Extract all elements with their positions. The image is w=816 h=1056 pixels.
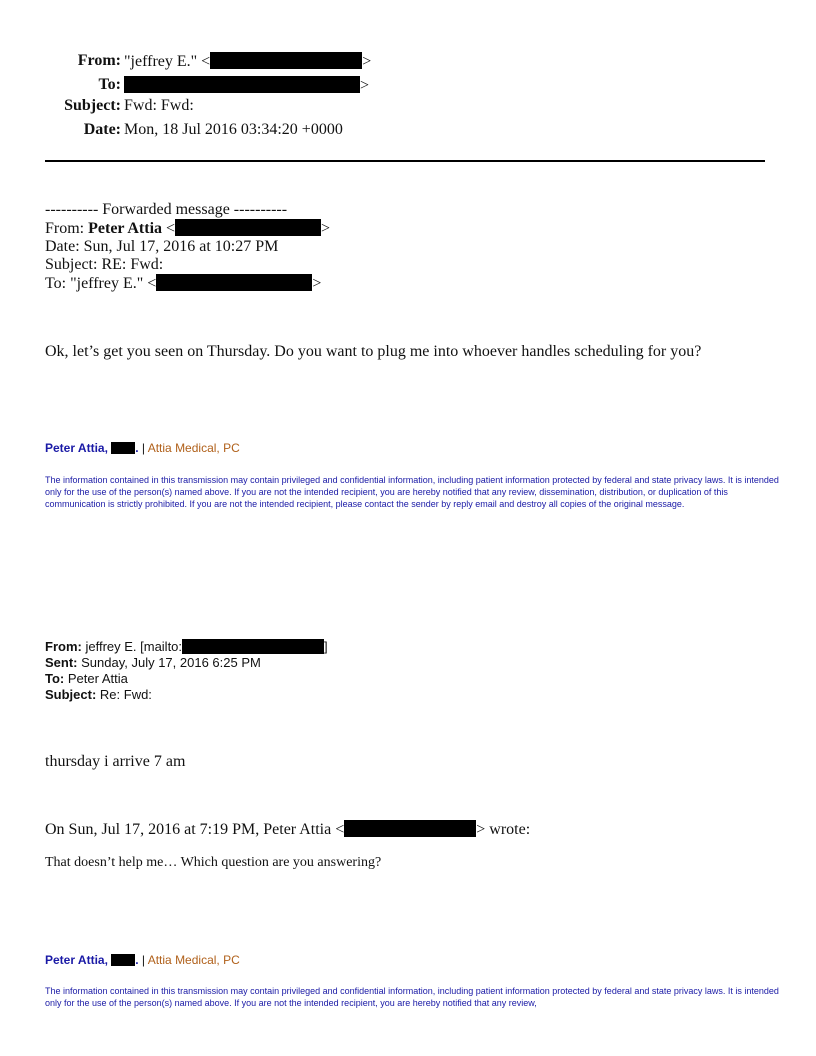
- message-body: Ok, let’s get you seen on Thursday. Do you want to plug me into whoever handles scheduling for you?: [45, 343, 702, 360]
- redaction-block: [156, 274, 312, 291]
- date-value: Mon, 18 Jul 2016 03:34:20 +0000: [124, 121, 343, 138]
- forwarded-divider: ---------- Forwarded message ----------: [45, 201, 288, 218]
- redaction-block: [111, 442, 135, 454]
- redaction-block: [124, 76, 360, 93]
- redaction-block: [210, 52, 362, 69]
- forwarded-date: Date: Sun, Jul 17, 2016 at 10:27 PM: [45, 238, 279, 255]
- signature-name: Peter Attia,: [45, 953, 108, 967]
- reply-body: thursday i arrive 7 am: [45, 753, 186, 770]
- forwarded-subject: Subject: RE: Fwd:: [45, 256, 164, 273]
- forwarded-to: To: "jeffrey E." < >: [45, 275, 322, 292]
- quoted-text: That doesn’t help me… Which question are you answering?: [45, 855, 382, 870]
- reply-to: To: Peter Attia: [45, 671, 128, 686]
- subject-label: Subject:: [64, 97, 121, 114]
- to-label: To:: [98, 76, 121, 93]
- reply-header: [45, 639, 328, 703]
- redaction-block: [182, 639, 324, 654]
- forwarded-message-header: [45, 201, 765, 293]
- subject-value: Fwd: Fwd:: [124, 97, 194, 114]
- confidentiality-disclaimer-truncated: The information contained in this transmission may contain privileged and confidential information, including patient information protected by federal and state privacy laws. It is intended only for the use of the person(s) named above. If you are not the intended recipient, you are hereby notified that any review,: [45, 986, 779, 1008]
- signature-company: Attia Medical, PC: [147, 953, 240, 967]
- signature-company: Attia Medical, PC: [147, 441, 240, 455]
- redaction-block: [111, 954, 135, 966]
- reply-from: From: jeffrey E. [mailto: ]: [45, 639, 328, 654]
- confidentiality-disclaimer: The information contained in this transmission may contain privileged and confidential information, including patient information protected by federal and state privacy laws. It is intended only for the use of the person(s) named above. If you are not the intended recipient, you are hereby notified that any review, dissemination, distribution, or duplication of this communication is strictly prohibited. If you are not the intended recipient, please contact the sender by reply email and destroy all copies of the original message.: [45, 475, 779, 509]
- from-label: From:: [77, 52, 121, 69]
- forwarded-from: From: Peter Attia < >: [45, 220, 331, 237]
- signature: Peter Attia, . | Attia Medical, PC: [45, 441, 240, 455]
- date-label: Date:: [83, 121, 121, 138]
- reply-sent: Sent: Sunday, July 17, 2016 6:25 PM: [45, 655, 261, 670]
- quote-intro: On Sun, Jul 17, 2016 at 7:19 PM, Peter Attia < > wrote:: [45, 821, 531, 838]
- forwarded-from-name: Peter Attia: [88, 220, 163, 237]
- redaction-block: [175, 219, 321, 236]
- signature-name: Peter Attia,: [45, 441, 108, 455]
- signature-quoted: Peter Attia, . | Attia Medical, PC: [45, 953, 240, 967]
- redaction-block: [344, 820, 476, 837]
- reply-subject: Subject: Re: Fwd:: [45, 687, 152, 702]
- header-divider: [45, 160, 765, 162]
- email-header: From: "jeffrey E." < > To: > Subject: Fwd: Fwd: Date: Mon, 18 Jul 2016 03:34:20 +0000: [0, 52, 816, 142]
- from-value: "jeffrey E." <: [124, 53, 211, 70]
